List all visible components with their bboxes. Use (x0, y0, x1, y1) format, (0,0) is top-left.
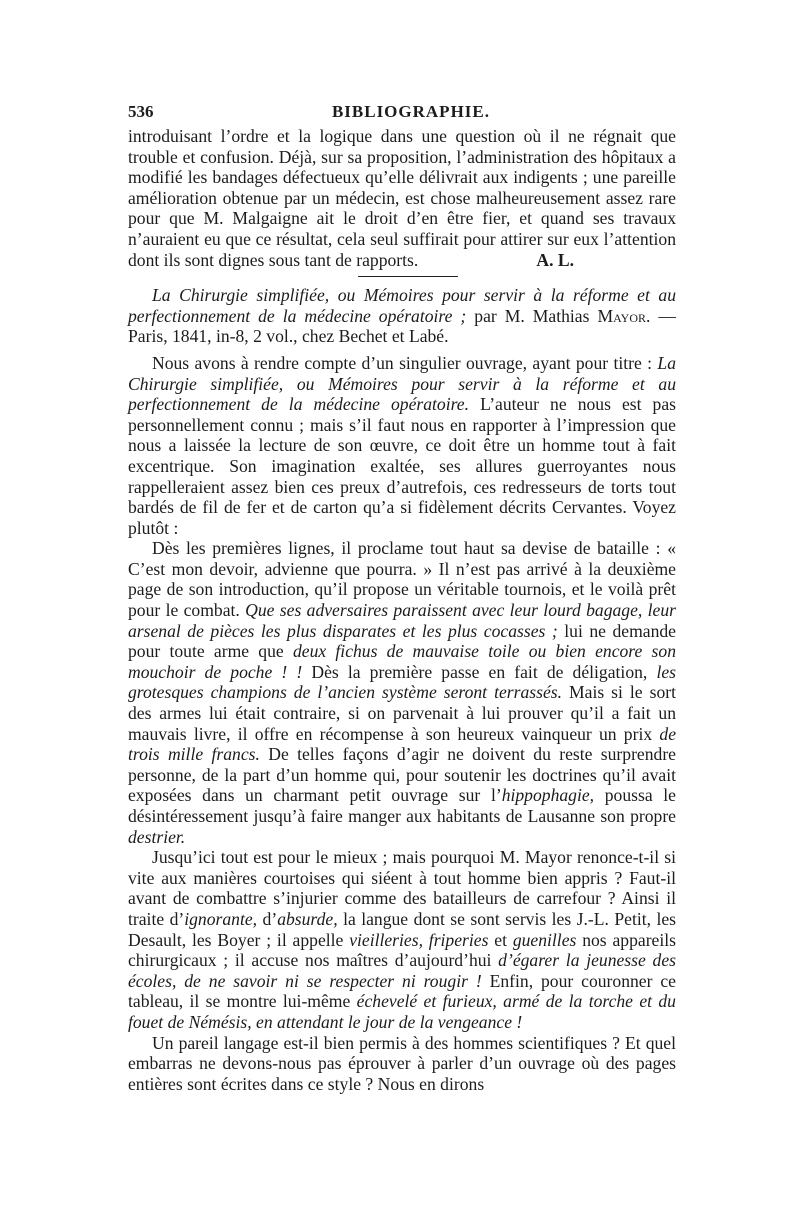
text-block (128, 100, 676, 1094)
page-number: 536 (128, 102, 154, 121)
p3-text-g: et (494, 929, 507, 950)
p2-text-g: Mais si le sort des armes lui était contraire, si on parvenait à lui prouver qu’il a fait un mauvais livre, il offre en récompense à son heureux vainqueur un prix (128, 682, 676, 744)
p2-italic-d: deux fichus de mauvaise toile ou bien encore son mouchoir de poche ! ! (128, 641, 676, 682)
p3-italic-d: absurde, (277, 908, 338, 929)
title-by: par M. Mathias (474, 305, 590, 326)
p3-text-c: d’ (262, 908, 278, 929)
paragraph-3 (128, 847, 676, 1032)
imprint: — Paris, 1841, in-8, 2 vol., chez Bechet et Labé. (128, 305, 676, 347)
review-title (128, 285, 676, 347)
book-title: La Chirurgie simplifiée, ou Mémoires pour servir à la réforme et au perfectionnement de la médecine opératoire ; (128, 285, 676, 326)
p3-italic-j: d’égarer la jeunesse des écoles, de ne savoir ni se respecter ni rougir ! (128, 950, 676, 991)
p3-italic-l: échevelé et furieux, armé de la torche et du fouet de Némésis, en attendant le jour de la vengeance ! (128, 991, 676, 1032)
p1-italic-title: La Chirurgie simplifiée, ou Mémoires pour servir à la réforme et au perfectionnement de la médecine opératoire. (128, 352, 676, 415)
paragraph-2 (128, 538, 676, 847)
p3-text-i: nos appareils chirurgicaux ; il accuse nos maîtres d’aujourd’hui (128, 929, 676, 971)
p2-text-c: lui ne demande pour toute arme que (128, 620, 676, 662)
page-header (128, 100, 676, 124)
p3-italic-h: guenilles (512, 929, 577, 950)
author-name: Mayor. (597, 305, 651, 326)
p3-text-a: Jusqu’ici tout est pour le mieux ; mais pourquoi M. Mayor renonce-t-il si vite aux manières courtoises qui siéent à tout homme bien appris ? Faut-il avant de combattre s’injurier comme des batailleurs de carrefour ? Ainsi il traite d’ (128, 847, 676, 929)
p2-text-i: De telles façons d’agir ne doivent du reste surprendre personne, de la part d’un homme qui, pour soutenir les doctrines qu’il avait exposées dans un charmant petit ouvrage sur l’ (128, 744, 676, 806)
p2-text-a: Dès les premières lignes, il proclame tout haut sa devise de bataille : « C’est mon devoir, advienne que pourra. » Il n’est pas arrivé à la deuxième page de son introduction, qu’il propose un véritable tournois, et le voilà prêt pour le combat. (128, 538, 676, 621)
paragraph-4 (128, 1033, 676, 1095)
p2-text-k: poussa le désintéressement jusqu’à faire manger aux habitants de Lausanne son propre (128, 785, 676, 826)
p2-italic-f: les grotesques champions de l’ancien système seront terrassés. (128, 661, 676, 703)
p3-text-k: Enfin, pour couronner ce tableau, il se montre lui-même (128, 970, 676, 1012)
p3-italic-b: ignorante, (184, 908, 258, 929)
p3-text-e: la langue dont se sont servis les J.-L. Petit, les Desault, les Boyer ; il appelle (128, 908, 676, 950)
previous-review-ending: introduisant l’ordre et la logique dans une question où il ne régnait que trouble et confusion. Déjà, sur sa proposition, l’administration des hôpitaux a modifié les bandages défectueux qu’elle délivrait aux indigents ; une pareille amélioration obtenue par un médecin, est chose malheureusement assez rare pour que M. Malgaigne ait le droit d’en être fier, et quand ses travaux n’auraient eu que ce résultat, cela seul suffirait pour attirer sur eux l’attention dont ils sont dignes sous tant de rapports. (128, 126, 676, 270)
p2-italic-b: Que ses adversaires paraissent avec leur lourd bagage, leur arsenal de pièces les plus disparates et les plus cocasses ; (128, 600, 676, 641)
p2-italic-l: destrier. (128, 826, 186, 847)
running-head: BIBLIOGRAPHIE. (331, 102, 490, 121)
paragraph-1 (128, 353, 676, 538)
section-divider (358, 276, 458, 277)
review-signature: A. L. (536, 249, 574, 270)
p1-text-a: Nous avons à rendre compte d’un singulier ouvrage, ayant pour titre : (152, 352, 653, 373)
p1-text-c: L’auteur ne nous est pas personnellement connu ; mais s’il faut nous en rapporter à l’impression que nous a laissée la lecture de son œuvre, ce doit être un homme tout à fait excentrique. Son imagination exaltée, ses allures guerroyantes nous rappelleraient assez bien ces preux d’autrefois, ces redresseurs de torts tout bardés de fil de fer et de carton qu’a si fidèlement décrits Cervantes. Voyez plutôt : (128, 394, 676, 538)
p2-italic-j: hippophagie, (501, 785, 595, 806)
p2-italic-h: de trois mille francs. (128, 723, 676, 765)
p2-text-e: Dès la première passe en fait de déligation, (311, 661, 648, 682)
p4-text-a: Un pareil langage est-il bien permis à des hommes scientifiques ? Et quel embarras ne devons-nous pas éprouver à parler d’un ouvrage où des pages entières sont écrites dans ce style ? Nous en dirons (128, 1032, 676, 1094)
p3-italic-f: vieilleries, friperies (349, 929, 489, 950)
